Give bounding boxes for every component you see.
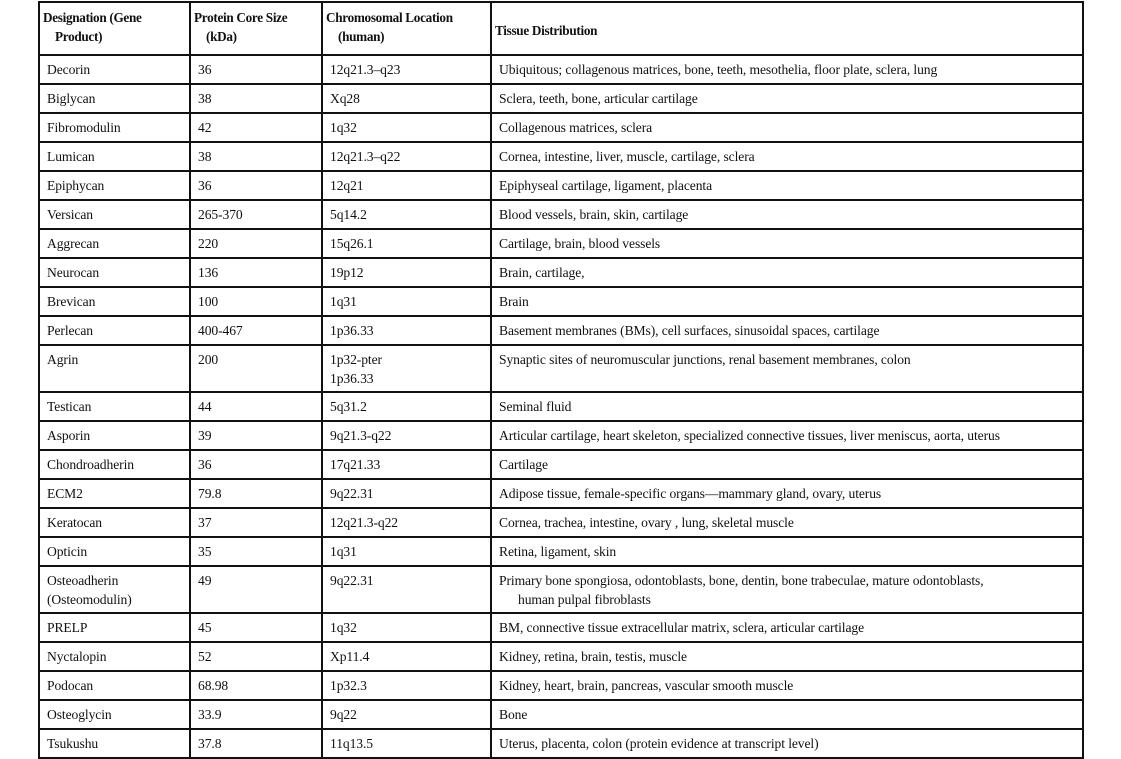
cell-tissue-distribution bbox=[491, 316, 1083, 345]
chromosomal-location-value: Xp11.4 bbox=[330, 649, 370, 664]
cell-designation bbox=[39, 700, 190, 729]
chromosomal-location-value: 17q21.33 bbox=[330, 457, 381, 472]
cell-protein-core-size bbox=[190, 258, 322, 287]
gene-product-name: Opticin bbox=[47, 544, 88, 559]
cell-protein-core-size bbox=[190, 142, 322, 171]
chromosomal-location-value-alt: 1p36.33 bbox=[330, 371, 374, 386]
cell-designation bbox=[39, 258, 190, 287]
cell-chromosomal-location bbox=[322, 508, 491, 537]
chromosomal-location-value: 1p32-pter bbox=[330, 352, 382, 367]
chromosomal-location-value: 12q21.3–q22 bbox=[330, 149, 401, 164]
cell-designation bbox=[39, 345, 190, 392]
protein-core-size-value: 136 bbox=[198, 265, 219, 280]
cell-chromosomal-location bbox=[322, 84, 491, 113]
chromosomal-location-value: 1q31 bbox=[330, 294, 357, 309]
cell-tissue-distribution bbox=[491, 345, 1083, 392]
table-row bbox=[39, 392, 1083, 421]
cell-designation bbox=[39, 113, 190, 142]
protein-core-size-value: 265-370 bbox=[198, 207, 243, 222]
table-row bbox=[39, 613, 1083, 642]
protein-core-size-value: 36 bbox=[198, 62, 212, 77]
tissue-distribution-text: Adipose tissue, female-specific organs—mammary gland, ovary, uterus bbox=[499, 486, 882, 501]
cell-tissue-distribution bbox=[491, 421, 1083, 450]
table-row bbox=[39, 450, 1083, 479]
cell-protein-core-size bbox=[190, 613, 322, 642]
chromosomal-location-value: 1q32 bbox=[330, 120, 357, 135]
cell-protein-core-size bbox=[190, 84, 322, 113]
header-location-line1: Chromosomal Location bbox=[326, 10, 453, 25]
gene-product-name: Osteoglycin bbox=[47, 707, 112, 722]
cell-protein-core-size bbox=[190, 171, 322, 200]
protein-core-size-value: 400-467 bbox=[198, 323, 243, 338]
gene-product-name: Brevican bbox=[47, 294, 96, 309]
cell-chromosomal-location bbox=[322, 671, 491, 700]
cell-tissue-distribution bbox=[491, 479, 1083, 508]
header-location-line2: (human) bbox=[338, 29, 385, 44]
cell-chromosomal-location bbox=[322, 229, 491, 258]
protein-core-size-value: 79.8 bbox=[198, 486, 222, 501]
tissue-distribution-text: Epiphyseal cartilage, ligament, placenta bbox=[499, 178, 713, 193]
cell-protein-core-size bbox=[190, 287, 322, 316]
cell-protein-core-size bbox=[190, 671, 322, 700]
gene-product-name: Lumican bbox=[47, 149, 95, 164]
header-tissue-distribution: Tissue Distribution bbox=[491, 2, 1083, 55]
cell-tissue-distribution bbox=[491, 508, 1083, 537]
cell-chromosomal-location bbox=[322, 450, 491, 479]
protein-core-size-value: 37 bbox=[198, 515, 212, 530]
cell-designation bbox=[39, 316, 190, 345]
table-row bbox=[39, 566, 1083, 613]
tissue-distribution-text-continued: human pulpal fibroblasts bbox=[518, 592, 651, 607]
cell-protein-core-size bbox=[190, 450, 322, 479]
gene-product-name: Podocan bbox=[47, 678, 94, 693]
table-row bbox=[39, 537, 1083, 566]
tissue-distribution-text: Blood vessels, brain, skin, cartilage bbox=[499, 207, 689, 222]
tissue-distribution-text: Collagenous matrices, sclera bbox=[499, 120, 653, 135]
tissue-distribution-text: BM, connective tissue extracellular matrix, sclera, articular cartilage bbox=[499, 620, 865, 635]
table-row bbox=[39, 287, 1083, 316]
cell-protein-core-size bbox=[190, 537, 322, 566]
table-row bbox=[39, 142, 1083, 171]
cell-designation bbox=[39, 200, 190, 229]
cell-designation bbox=[39, 566, 190, 613]
cell-protein-core-size bbox=[190, 729, 322, 758]
tissue-distribution-text: Cartilage, brain, blood vessels bbox=[499, 236, 661, 251]
cell-tissue-distribution bbox=[491, 566, 1083, 613]
tissue-distribution-text: Articular cartilage, heart skeleton, specialized connective tissues, liver meniscus, aorta, uterus bbox=[499, 428, 1000, 443]
table-header bbox=[39, 2, 1083, 55]
tissue-distribution-text: Ubiquitous; collagenous matrices, bone, teeth, mesothelia, floor plate, sclera, lung bbox=[499, 62, 938, 77]
cell-designation bbox=[39, 729, 190, 758]
protein-core-size-value: 39 bbox=[198, 428, 212, 443]
cell-designation bbox=[39, 479, 190, 508]
protein-core-size-value: 33.9 bbox=[198, 707, 222, 722]
tissue-distribution-text: Kidney, retina, brain, testis, muscle bbox=[499, 649, 687, 664]
tissue-distribution-text: Primary bone spongiosa, odontoblasts, bone, dentin, bone trabeculae, mature odontoblasts, bbox=[499, 573, 984, 588]
cell-chromosomal-location bbox=[322, 392, 491, 421]
cell-tissue-distribution bbox=[491, 287, 1083, 316]
cell-designation bbox=[39, 287, 190, 316]
cell-chromosomal-location bbox=[322, 345, 491, 392]
cell-tissue-distribution bbox=[491, 258, 1083, 287]
table-row bbox=[39, 55, 1083, 84]
tissue-distribution-text: Cornea, trachea, intestine, ovary , lung, skeletal muscle bbox=[499, 515, 794, 530]
cell-designation bbox=[39, 671, 190, 700]
chromosomal-location-value: 11q13.5 bbox=[330, 736, 373, 751]
chromosomal-location-value: Xq28 bbox=[330, 91, 360, 106]
table-row bbox=[39, 229, 1083, 258]
protein-core-size-value: 200 bbox=[198, 352, 219, 367]
tissue-distribution-text: Cornea, intestine, liver, muscle, cartilage, sclera bbox=[499, 149, 755, 164]
tissue-distribution-text: Brain bbox=[499, 294, 529, 309]
header-chromosomal-location bbox=[322, 2, 491, 55]
cell-tissue-distribution bbox=[491, 200, 1083, 229]
protein-core-size-value: 38 bbox=[198, 149, 212, 164]
gene-product-name: PRELP bbox=[47, 620, 88, 635]
cell-chromosomal-location bbox=[322, 113, 491, 142]
tissue-distribution-text: Cartilage bbox=[499, 457, 548, 472]
cell-chromosomal-location bbox=[322, 700, 491, 729]
cell-protein-core-size bbox=[190, 200, 322, 229]
cell-protein-core-size bbox=[190, 229, 322, 258]
tissue-distribution-text: Basement membranes (BMs), cell surfaces, sinusoidal spaces, cartilage bbox=[499, 323, 880, 338]
table-row bbox=[39, 171, 1083, 200]
cell-tissue-distribution bbox=[491, 55, 1083, 84]
cell-chromosomal-location bbox=[322, 171, 491, 200]
gene-product-name: Neurocan bbox=[47, 265, 100, 280]
table-row bbox=[39, 421, 1083, 450]
cell-protein-core-size bbox=[190, 316, 322, 345]
table-row bbox=[39, 84, 1083, 113]
cell-tissue-distribution bbox=[491, 113, 1083, 142]
table-row bbox=[39, 479, 1083, 508]
cell-designation bbox=[39, 84, 190, 113]
header-protein-core-size bbox=[190, 2, 322, 55]
cell-tissue-distribution bbox=[491, 84, 1083, 113]
cell-chromosomal-location bbox=[322, 479, 491, 508]
chromosomal-location-value: 9q22 bbox=[330, 707, 357, 722]
gene-product-name: Versican bbox=[47, 207, 94, 222]
cell-protein-core-size bbox=[190, 55, 322, 84]
tissue-distribution-text: Kidney, heart, brain, pancreas, vascular smooth muscle bbox=[499, 678, 794, 693]
gene-product-name: Biglycan bbox=[47, 91, 96, 106]
cell-chromosomal-location bbox=[322, 55, 491, 84]
cell-chromosomal-location bbox=[322, 642, 491, 671]
chromosomal-location-value: 5q14.2 bbox=[330, 207, 367, 222]
protein-core-size-value: 68.98 bbox=[198, 678, 229, 693]
gene-product-name: ECM2 bbox=[47, 486, 83, 501]
table-row bbox=[39, 700, 1083, 729]
gene-product-name: Agrin bbox=[47, 352, 79, 367]
protein-core-size-value: 52 bbox=[198, 649, 212, 664]
cell-protein-core-size bbox=[190, 479, 322, 508]
header-size-line1: Protein Core Size bbox=[194, 10, 288, 25]
gene-product-name: Tsukushu bbox=[47, 736, 99, 751]
cell-protein-core-size bbox=[190, 700, 322, 729]
gene-product-alias: (Osteomodulin) bbox=[47, 592, 132, 607]
header-designation bbox=[39, 2, 190, 55]
protein-core-size-value: 36 bbox=[198, 457, 212, 472]
cell-protein-core-size bbox=[190, 392, 322, 421]
cell-designation bbox=[39, 421, 190, 450]
table-row bbox=[39, 200, 1083, 229]
protein-core-size-value: 44 bbox=[198, 399, 212, 414]
cell-designation bbox=[39, 392, 190, 421]
cell-designation bbox=[39, 537, 190, 566]
gene-product-name: Osteoadherin bbox=[47, 573, 119, 588]
table-row bbox=[39, 316, 1083, 345]
cell-tissue-distribution bbox=[491, 171, 1083, 200]
tissue-distribution-text: Synaptic sites of neuromuscular junctions, renal basement membranes, colon bbox=[499, 352, 911, 367]
cell-tissue-distribution bbox=[491, 671, 1083, 700]
protein-core-size-value: 37.8 bbox=[198, 736, 222, 751]
cell-chromosomal-location bbox=[322, 287, 491, 316]
tissue-distribution-text: Brain, cartilage, bbox=[499, 265, 585, 280]
protein-core-size-value: 100 bbox=[198, 294, 219, 309]
tissue-distribution-text: Sclera, teeth, bone, articular cartilage bbox=[499, 91, 698, 106]
proteoglycan-table bbox=[38, 1, 1084, 759]
tissue-distribution-text: Seminal fluid bbox=[499, 399, 572, 414]
chromosomal-location-value: 12q21 bbox=[330, 178, 364, 193]
table-row bbox=[39, 113, 1083, 142]
chromosomal-location-value: 1q32 bbox=[330, 620, 357, 635]
gene-product-name: Fibromodulin bbox=[47, 120, 121, 135]
tissue-distribution-text: Bone bbox=[499, 707, 528, 722]
table-row bbox=[39, 642, 1083, 671]
protein-core-size-value: 49 bbox=[198, 573, 212, 588]
cell-designation bbox=[39, 142, 190, 171]
table-row bbox=[39, 258, 1083, 287]
chromosomal-location-value: 19p12 bbox=[330, 265, 364, 280]
table-body bbox=[39, 55, 1083, 758]
protein-core-size-value: 45 bbox=[198, 620, 212, 635]
cell-designation bbox=[39, 171, 190, 200]
table-row bbox=[39, 729, 1083, 758]
protein-core-size-value: 36 bbox=[198, 178, 212, 193]
cell-protein-core-size bbox=[190, 642, 322, 671]
cell-chromosomal-location bbox=[322, 566, 491, 613]
chromosomal-location-value: 5q31.2 bbox=[330, 399, 367, 414]
chromosomal-location-value: 15q26.1 bbox=[330, 236, 374, 251]
gene-product-name: Asporin bbox=[47, 428, 91, 443]
gene-product-name: Perlecan bbox=[47, 323, 93, 338]
cell-designation bbox=[39, 450, 190, 479]
cell-chromosomal-location bbox=[322, 142, 491, 171]
tissue-distribution-text: Uterus, placenta, colon (protein evidence at transcript level) bbox=[499, 736, 819, 751]
protein-core-size-value: 38 bbox=[198, 91, 212, 106]
gene-product-name: Decorin bbox=[47, 62, 91, 77]
cell-protein-core-size bbox=[190, 508, 322, 537]
protein-core-size-value: 42 bbox=[198, 120, 212, 135]
chromosomal-location-value: 1p32.3 bbox=[330, 678, 367, 693]
cell-chromosomal-location bbox=[322, 613, 491, 642]
cell-chromosomal-location bbox=[322, 258, 491, 287]
header-row bbox=[39, 2, 1083, 55]
cell-protein-core-size bbox=[190, 566, 322, 613]
chromosomal-location-value: 9q22.31 bbox=[330, 573, 374, 588]
gene-product-name: Chondroadherin bbox=[47, 457, 134, 472]
cell-designation bbox=[39, 508, 190, 537]
cell-chromosomal-location bbox=[322, 316, 491, 345]
table-row bbox=[39, 345, 1083, 392]
cell-tissue-distribution bbox=[491, 642, 1083, 671]
header-designation-line1: Designation (Gene bbox=[43, 10, 142, 25]
chromosomal-location-value: 12q21.3-q22 bbox=[330, 515, 398, 530]
table-row bbox=[39, 671, 1083, 700]
chromosomal-location-value: 1q31 bbox=[330, 544, 357, 559]
cell-tissue-distribution bbox=[491, 142, 1083, 171]
cell-tissue-distribution bbox=[491, 613, 1083, 642]
chromosomal-location-value: 12q21.3–q23 bbox=[330, 62, 401, 77]
table-row bbox=[39, 508, 1083, 537]
cell-chromosomal-location bbox=[322, 421, 491, 450]
cell-protein-core-size bbox=[190, 421, 322, 450]
cell-designation bbox=[39, 613, 190, 642]
cell-tissue-distribution bbox=[491, 392, 1083, 421]
gene-product-name: Epiphycan bbox=[47, 178, 105, 193]
cell-chromosomal-location bbox=[322, 200, 491, 229]
protein-core-size-value: 220 bbox=[198, 236, 219, 251]
cell-chromosomal-location bbox=[322, 537, 491, 566]
cell-tissue-distribution bbox=[491, 537, 1083, 566]
gene-product-name: Keratocan bbox=[47, 515, 102, 530]
gene-product-name: Aggrecan bbox=[47, 236, 100, 251]
cell-tissue-distribution bbox=[491, 729, 1083, 758]
chromosomal-location-value: 9q21.3-q22 bbox=[330, 428, 392, 443]
protein-core-size-value: 35 bbox=[198, 544, 212, 559]
cell-tissue-distribution bbox=[491, 229, 1083, 258]
cell-protein-core-size bbox=[190, 345, 322, 392]
tissue-distribution-text: Retina, ligament, skin bbox=[499, 544, 617, 559]
cell-designation bbox=[39, 229, 190, 258]
gene-product-name: Testican bbox=[47, 399, 92, 414]
gene-product-name: Nyctalopin bbox=[47, 649, 107, 664]
cell-protein-core-size bbox=[190, 113, 322, 142]
cell-designation bbox=[39, 642, 190, 671]
header-designation-line2: Product) bbox=[55, 29, 103, 44]
cell-tissue-distribution bbox=[491, 700, 1083, 729]
cell-tissue-distribution bbox=[491, 450, 1083, 479]
chromosomal-location-value: 1p36.33 bbox=[330, 323, 374, 338]
cell-designation bbox=[39, 55, 190, 84]
cell-chromosomal-location bbox=[322, 729, 491, 758]
header-size-line2: (kDa) bbox=[206, 29, 237, 44]
chromosomal-location-value: 9q22.31 bbox=[330, 486, 374, 501]
